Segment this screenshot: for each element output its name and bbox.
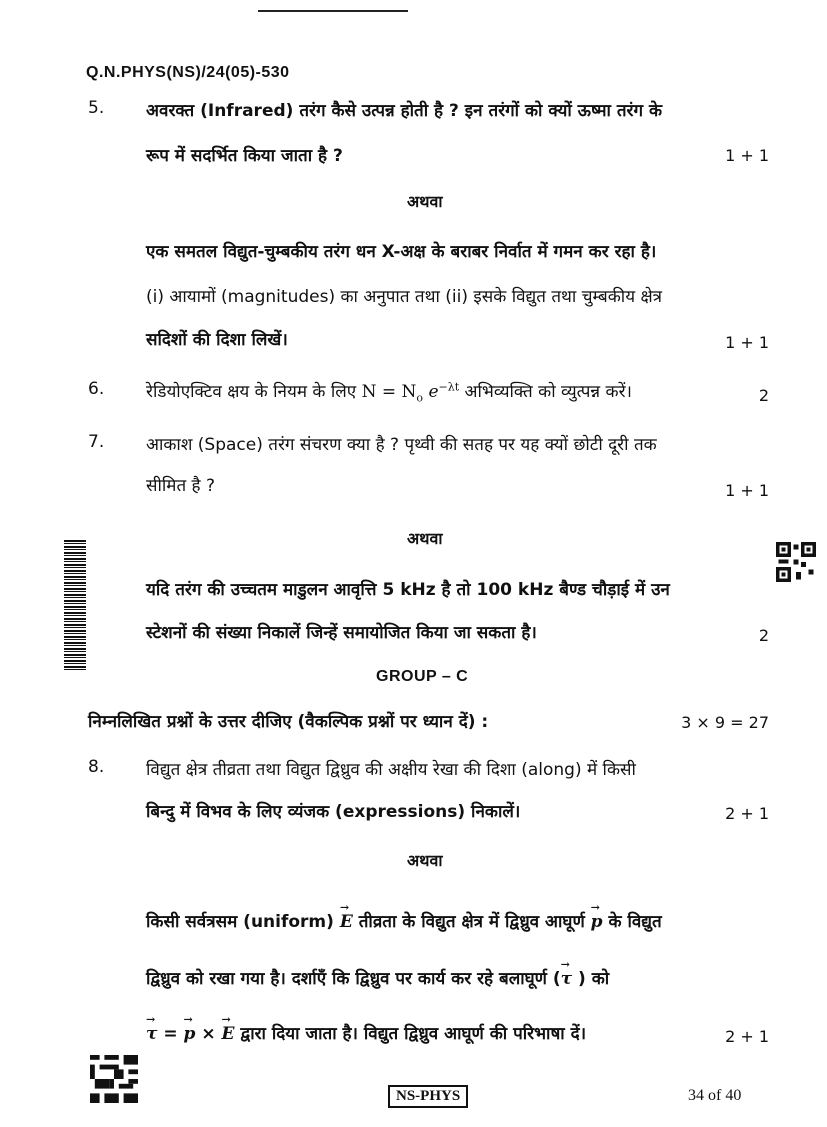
question-5-or-line-3: सदिशों की दिशा लिखें। bbox=[146, 330, 288, 350]
formula-subscript: o bbox=[416, 391, 424, 405]
question-8-or-line-3 bbox=[146, 1021, 586, 1044]
group-c-instruction: निम्नलिखित प्रश्नों के उत्तर दीजिए (वैकल्पिक प्रश्नों पर ध्यान दें) : bbox=[88, 712, 489, 732]
question-6-text-before: रेडियोएक्टिव क्षय के नियम के लिए bbox=[146, 382, 357, 402]
question-8-marks: 2 + 1 bbox=[725, 804, 769, 823]
page-number: 34 of 40 bbox=[688, 1087, 742, 1104]
q8-or-text-f: द्वारा दिया जाता है। विद्युत द्विध्रुव आघूर्ण की परिभाषा दें। bbox=[240, 1024, 587, 1044]
question-7-marks: 1 + 1 bbox=[725, 481, 769, 500]
top-rule bbox=[258, 10, 408, 12]
question-8-number: 8. bbox=[88, 757, 105, 777]
question-8-or-line-1 bbox=[146, 909, 662, 932]
q8-or-text-e: ) को bbox=[578, 969, 610, 989]
q8-or-text-b: तीव्रता के विद्युत क्षेत्र में द्विध्रुव आघूर्ण bbox=[358, 912, 585, 932]
vector-e: → E bbox=[340, 912, 353, 932]
question-8-or-marks: 2 + 1 bbox=[725, 1027, 769, 1046]
q8-or-text-c: के विद्युत bbox=[608, 912, 662, 932]
question-7-number: 7. bbox=[88, 432, 105, 452]
vector-tau: → τ bbox=[146, 1024, 157, 1044]
question-5-line-1: अवरक्त (Infrared) तरंग कैसे उत्पन्न होती है ? इन तरंगों को क्यों ऊष्मा तरंग के bbox=[146, 101, 663, 121]
vector-tau: → τ bbox=[561, 969, 572, 989]
question-6-text-after: अभिव्यक्ति को व्युत्पन्न करें। bbox=[464, 382, 632, 402]
decay-law-formula bbox=[361, 380, 460, 405]
question-7-line-2: सीमित है ? bbox=[146, 476, 216, 496]
question-5-marks: 1 + 1 bbox=[725, 146, 769, 165]
question-5-number: 5. bbox=[88, 98, 105, 118]
equals-sign: = bbox=[163, 1024, 178, 1044]
question-5-or-line-2: (i) आयामों (magnitudes) का अनुपात तथा (ii) इसके विद्युत तथा चुम्बकीय क्षेत्र bbox=[146, 287, 663, 307]
question-8-or-line-2 bbox=[146, 966, 609, 989]
question-7-or-line-1: यदि तरंग की उच्चतम माडुलन आवृत्ति 5 kHz है तो 100 kHz बैण्ड चौड़ाई में उन bbox=[146, 580, 670, 600]
q8-or-text-a: किसी सर्वत्रसम (uniform) bbox=[146, 912, 334, 932]
formula-exponent: −λt bbox=[438, 380, 460, 394]
formula-exp-base: e bbox=[428, 382, 439, 402]
or-label: अथवा bbox=[407, 192, 443, 211]
vector-p: → p bbox=[591, 912, 603, 932]
question-7-line-1: आकाश (Space) तरंग संचरण क्या है ? पृथ्वी की सतह पर यह क्यों छोटी दूरी तक bbox=[146, 435, 657, 455]
question-8-line-1: विद्युत क्षेत्र तीव्रता तथा विद्युत द्विध्रुव की अक्षीय रेखा की दिशा (along) में किसी bbox=[146, 760, 636, 780]
or-label: अथवा bbox=[407, 529, 443, 548]
question-7-or-line-2: स्टेशनों की संख्या निकालें जिन्हें समायोजित किया जा सकता है। bbox=[146, 623, 537, 643]
question-8-line-2: बिन्दु में विभव के लिए व्यंजक (expressions) निकालें। bbox=[146, 802, 521, 822]
or-label: अथवा bbox=[407, 851, 443, 870]
group-c-marks: 3 × 9 = 27 bbox=[681, 713, 769, 732]
qr-code-icon bbox=[776, 542, 816, 582]
barcode-icon bbox=[64, 540, 86, 670]
question-6-number: 6. bbox=[88, 379, 105, 399]
footer-paper-code: NS-PHYS bbox=[388, 1085, 468, 1108]
question-5-or-line-1: एक समतल विद्युत-चुम्बकीय तरंग धन X-अक्ष के बराबर निर्वात में गमन कर रहा है। bbox=[146, 242, 657, 262]
question-7-or-marks: 2 bbox=[758, 626, 769, 645]
cross-sign: × bbox=[201, 1024, 216, 1044]
paper-code: Q.N.PHYS(NS)/24(05)-530 bbox=[86, 64, 290, 81]
vector-e: → E bbox=[222, 1024, 235, 1044]
group-c-title: GROUP – C bbox=[376, 668, 469, 685]
question-5-or-marks: 1 + 1 bbox=[725, 333, 769, 352]
question-6-marks: 2 bbox=[758, 386, 769, 405]
qr-code-icon bbox=[90, 1055, 138, 1103]
formula-lhs: N = N bbox=[361, 382, 417, 402]
vector-p: → p bbox=[184, 1024, 196, 1044]
q8-or-text-d: द्विध्रुव को रखा गया है। दर्शाएँ कि द्विध्रुव पर कार्य कर रहे बलाघूर्ण ( bbox=[146, 969, 561, 989]
question-6-text bbox=[146, 379, 632, 404]
question-5-line-2: रूप में सदर्भित किया जाता है ? bbox=[146, 146, 343, 166]
